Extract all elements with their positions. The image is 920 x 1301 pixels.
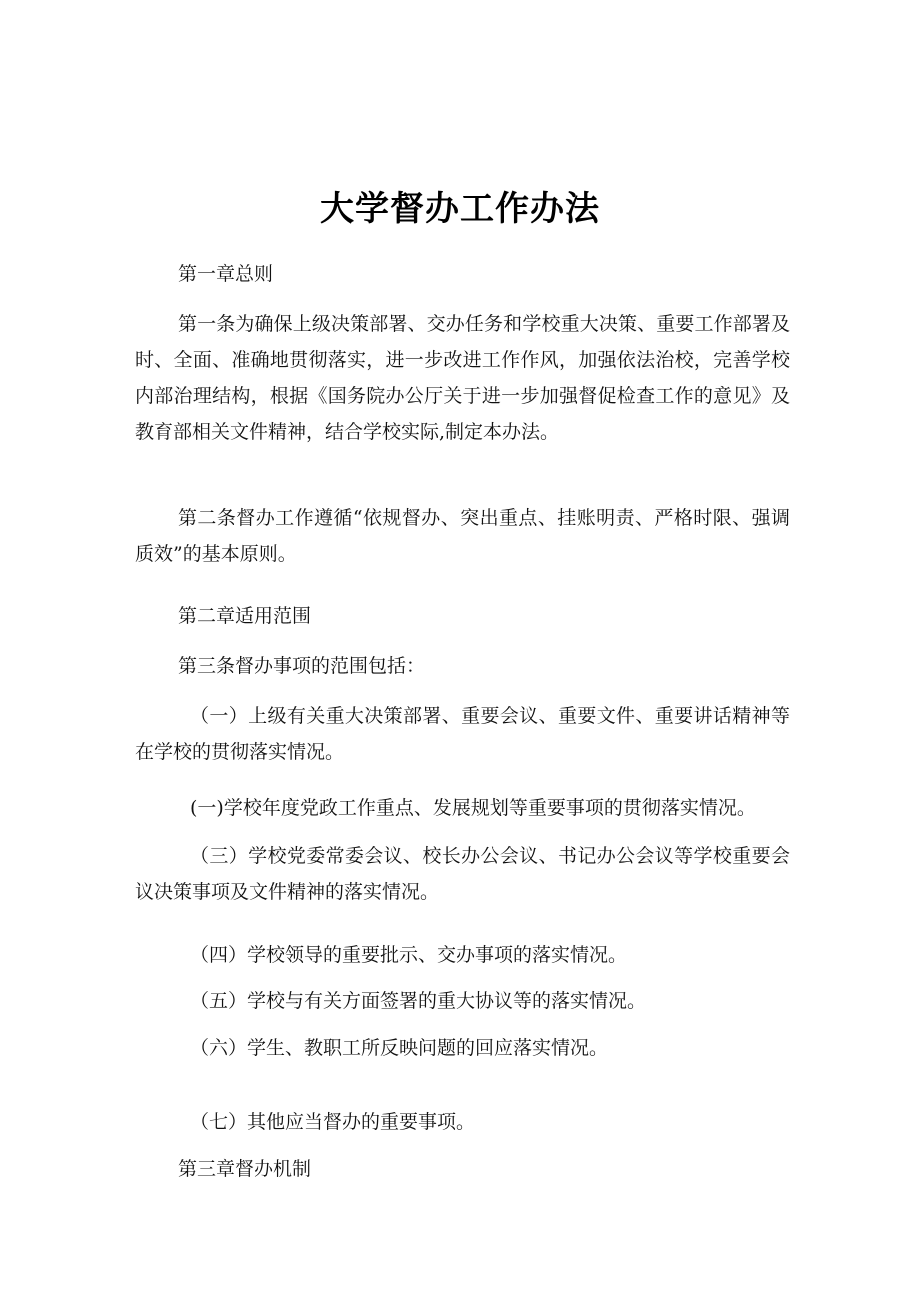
article-1-paragraph: 第一条为确保上级决策部署、交办任务和学校重大决策、重要工作部署及时、全面、准确地贯彻落实，进一步改进工作作风，加强依法治校，完善学校内部治理结构，根据《国务院办公厅关于进一步加强督促检查工作的意见》及教育部相关文件精神，结合学校实际,制定本办法。 — [135, 313, 790, 443]
scope-item-4: （四）学校领导的重要批示、交办事项的落实情况。 — [190, 944, 628, 966]
scope-item-7: （七）其他应当督办的重要事项。 — [190, 1111, 476, 1133]
scope-item-1: （一）上级有关重大决策部署、重要会议、重要文件、重要讲话精神等在学校的贯彻落实情况。 — [135, 705, 790, 763]
chapter-heading-3: 第三章督办机制 — [178, 1158, 312, 1180]
scope-item-2: (一)学校年度党政工作重点、发展规划等重要事项的贯彻落实情况。 — [190, 797, 756, 819]
document-title: 大学督办工作办法 — [320, 188, 600, 229]
scope-item-3: （三）学校党委常委会议、校长办公会议、书记办公会议等学校重要会议决策事项及文件精神的落实情况。 — [135, 845, 790, 903]
scope-item-5: （五）学校与有关方面签署的重大协议等的落实情况。 — [190, 990, 647, 1012]
article-3-paragraph: 第三条督办事项的范围包括： — [178, 655, 426, 677]
scope-item-6: （六）学生、教职工所反映问题的回应落实情况。 — [190, 1037, 609, 1059]
chapter-heading-2: 第二章适用范围 — [178, 605, 312, 627]
chapter-heading-1: 第一章总则 — [178, 263, 274, 285]
article-2-paragraph: 第二条督办工作遵循“依规督办、突出重点、挂账明责、严格时限、强调质效”的基本原则。 — [135, 507, 790, 565]
